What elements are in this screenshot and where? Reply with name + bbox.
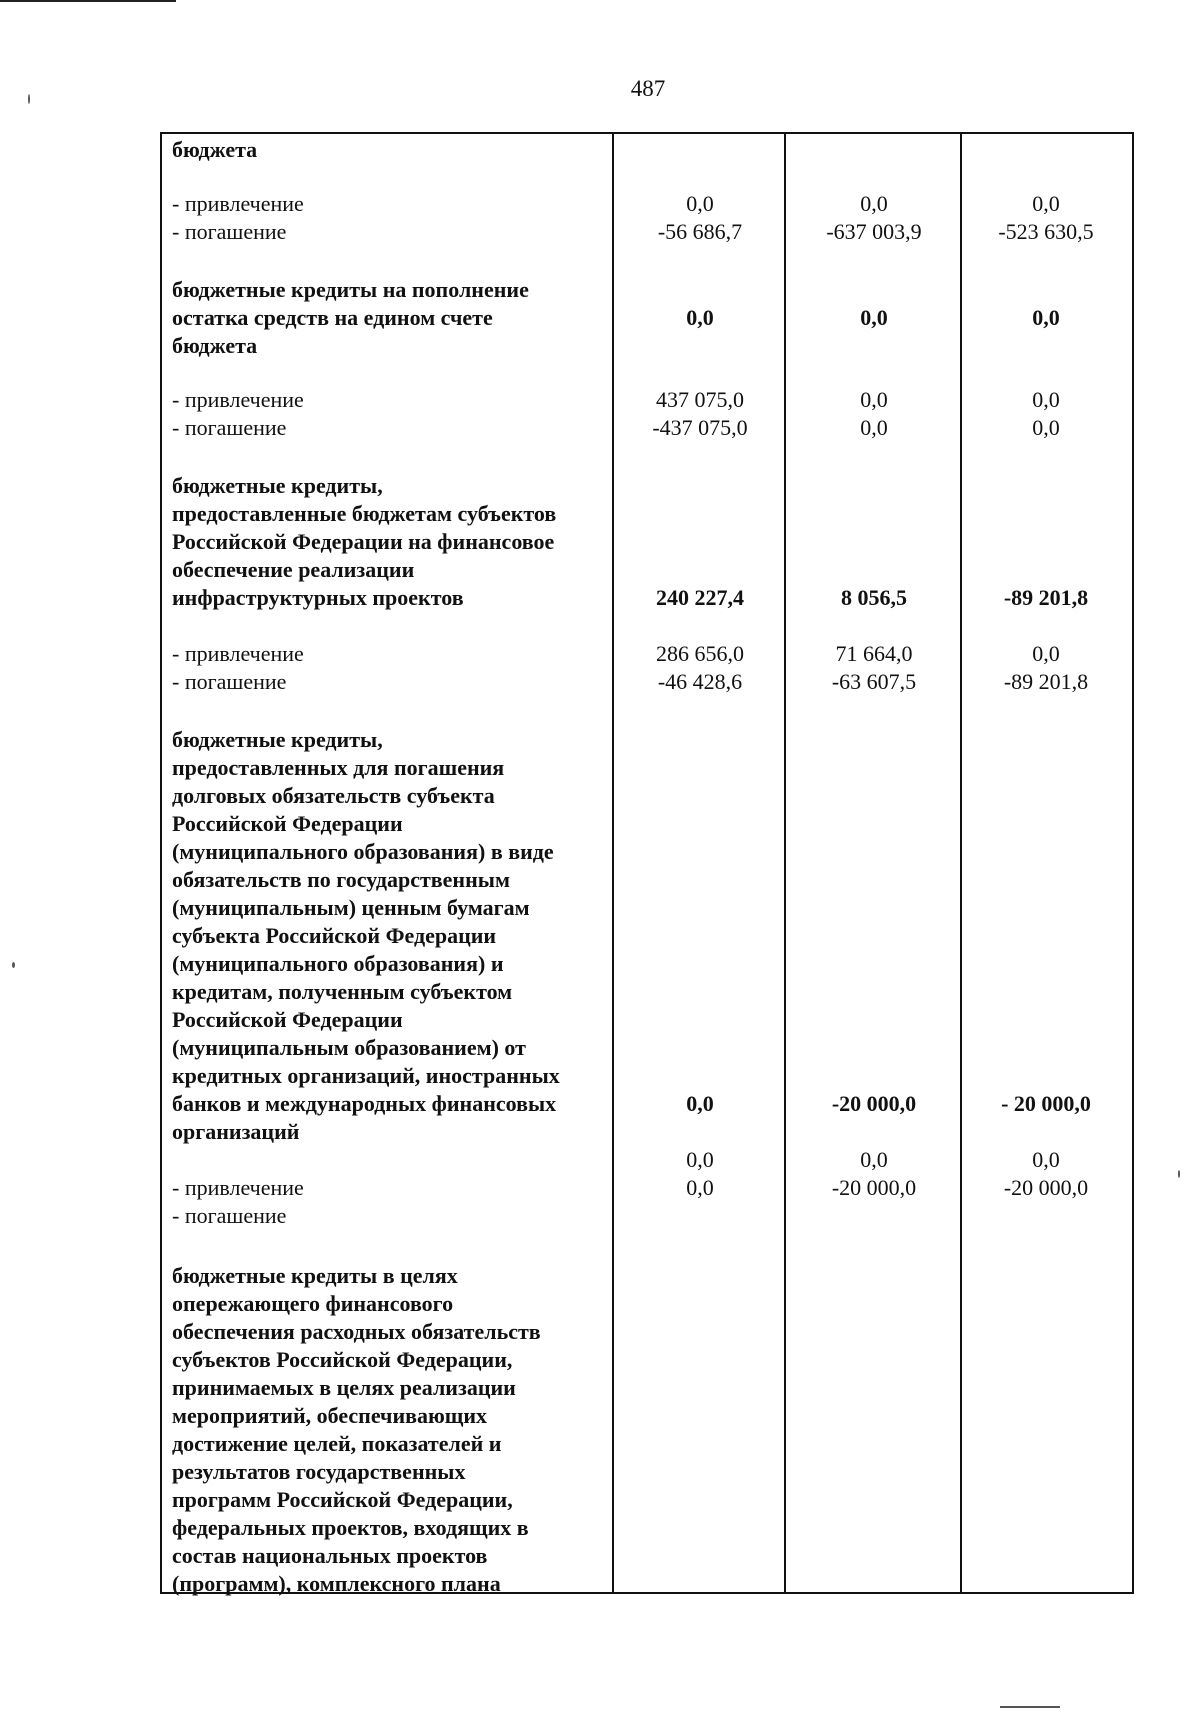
value-cell-col1: 0,0: [686, 305, 714, 330]
value-cell-col3: -89 201,8: [1003, 585, 1089, 610]
scan-speck: [1000, 1706, 1060, 1708]
value-cell-col2: 0,0: [860, 191, 888, 216]
value-cell-col2: -20 000,0: [831, 1091, 917, 1116]
row-label: (муниципальным) ценным бумагам: [172, 895, 530, 920]
row-label: - погашение: [172, 1203, 287, 1228]
row-label: бюджета: [172, 333, 258, 358]
row-label: бюджетные кредиты,: [172, 727, 383, 752]
column-divider: [960, 132, 962, 1594]
scan-speck: [28, 94, 30, 104]
page-number: 487: [630, 76, 666, 101]
row-label: достижение целей, показателей и: [172, 1431, 502, 1456]
value-cell-col3: - 20 000,0: [1001, 1091, 1091, 1116]
value-cell-col1: -46 428,6: [657, 669, 743, 694]
row-label: предоставленные бюджетам субъектов: [172, 501, 557, 526]
value-cell-col2: 0,0: [860, 1147, 888, 1172]
row-label: кредитных организаций, иностранных: [172, 1063, 560, 1088]
column-divider: [784, 132, 786, 1594]
row-label: кредитам, полученным субъектом: [172, 979, 513, 1004]
row-label: мероприятий, обеспечивающих: [172, 1403, 488, 1428]
value-cell-col1: 0,0: [686, 1147, 714, 1172]
row-label: Российской Федерации на финансовое: [172, 529, 555, 554]
row-label: - погашение: [172, 669, 287, 694]
row-label: бюджета: [172, 137, 258, 162]
row-label: - погашение: [172, 219, 287, 244]
value-cell-col1: -437 075,0: [652, 415, 748, 440]
value-cell-col3: 0,0: [1032, 305, 1060, 330]
value-cell-col2: 71 664,0: [835, 641, 913, 666]
row-label: банков и международных финансовых: [172, 1091, 557, 1116]
value-cell-col3: 0,0: [1032, 191, 1060, 216]
row-label: (муниципальным образованием) от: [172, 1035, 526, 1060]
value-cell-col2: 0,0: [860, 415, 888, 440]
value-cell-col1: 286 656,0: [656, 641, 744, 666]
row-label: остатка средств на едином счете: [172, 305, 493, 330]
row-label: обеспечения расходных обязательств: [172, 1319, 541, 1344]
value-cell-col1: 437 075,0: [656, 387, 744, 412]
row-label: обеспечение реализации: [172, 557, 415, 582]
value-cell-col3: -523 630,5: [998, 219, 1094, 244]
row-label: Российской Федерации: [172, 811, 403, 836]
value-cell-col3: 0,0: [1032, 1147, 1060, 1172]
value-cell-col1: -56 686,7: [657, 219, 743, 244]
row-label: (муниципального образования) и: [172, 951, 504, 976]
scan-speck: [12, 962, 15, 968]
value-cell-col2: -20 000,0: [831, 1175, 917, 1200]
row-label: - погашение: [172, 415, 287, 440]
row-label: - привлечение: [172, 641, 304, 666]
scan-speck: [1178, 1170, 1180, 1178]
row-label: программ Российской Федерации,: [172, 1487, 513, 1512]
row-label: - привлечение: [172, 1175, 304, 1200]
row-label: организаций: [172, 1119, 300, 1144]
value-cell-col1: 0,0: [686, 1175, 714, 1200]
value-cell-col3: 0,0: [1032, 387, 1060, 412]
value-cell-col1: 0,0: [686, 191, 714, 216]
value-cell-col2: 8 056,5: [841, 585, 907, 610]
scan-edge-line: [0, 0, 176, 2]
row-label: бюджетные кредиты,: [172, 473, 383, 498]
value-cell-col1: 0,0: [686, 1091, 714, 1116]
row-label: долговых обязательств субъекта: [172, 783, 495, 808]
row-label: состав национальных проектов: [172, 1543, 488, 1568]
row-label: опережающего финансового: [172, 1291, 454, 1316]
row-label: инфраструктурных проектов: [172, 585, 464, 610]
row-label: предоставленных для погашения: [172, 755, 505, 780]
value-cell-col2: 0,0: [860, 387, 888, 412]
row-label: - привлечение: [172, 191, 304, 216]
row-label: субъекта Российской Федерации: [172, 923, 497, 948]
value-cell-col1: 240 227,4: [656, 585, 744, 610]
value-cell-col2: -63 607,5: [831, 669, 917, 694]
row-label: результатов государственных: [172, 1459, 466, 1484]
value-cell-col2: -637 003,9: [826, 219, 922, 244]
row-label: принимаемых в целях реализации: [172, 1375, 516, 1400]
value-cell-col2: 0,0: [860, 305, 888, 330]
row-label: бюджетные кредиты в целях: [172, 1263, 458, 1288]
row-label: - привлечение: [172, 387, 304, 412]
value-cell-col3: -20 000,0: [1003, 1175, 1089, 1200]
value-cell-col3: 0,0: [1032, 415, 1060, 440]
row-label: бюджетные кредиты на пополнение: [172, 277, 529, 302]
row-label: (муниципального образования) в виде: [172, 839, 554, 864]
value-cell-col3: -89 201,8: [1003, 669, 1089, 694]
row-label: Российской Федерации: [172, 1007, 403, 1032]
value-cell-col3: 0,0: [1032, 641, 1060, 666]
column-divider: [612, 132, 614, 1594]
row-label: федеральных проектов, входящих в: [172, 1515, 529, 1540]
row-label: обязательств по государственным: [172, 867, 510, 892]
row-label: субъектов Российской Федерации,: [172, 1347, 513, 1372]
row-label: (программ), комплексного плана: [172, 1571, 501, 1596]
